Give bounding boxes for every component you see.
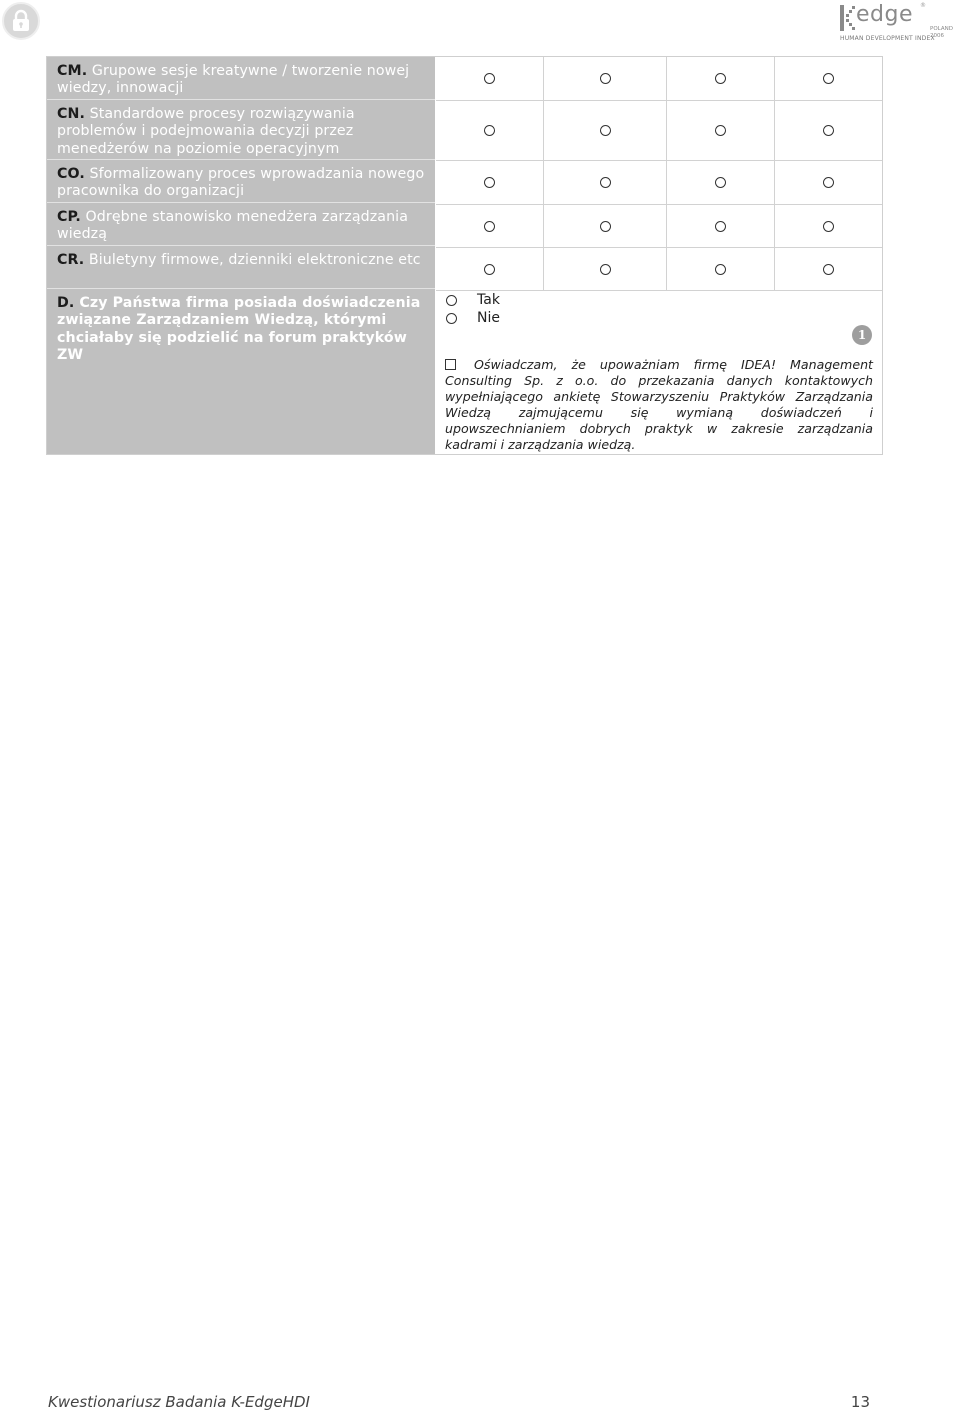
rating-cell[interactable] — [775, 205, 882, 247]
radio-button[interactable] — [823, 125, 834, 136]
radio-button[interactable] — [484, 221, 495, 232]
question-cm — [47, 57, 435, 100]
question-text: Biuletyny firmowe, dzienniki elektroniczne etc — [84, 252, 421, 268]
radio-button[interactable] — [600, 125, 611, 136]
question-text: Czy Państwa firma posiada doświadczenia związane Zarządzaniem Wiedzą, którymi chciałaby się podzielić na forum praktyków ZW — [57, 295, 421, 363]
radio-button[interactable] — [484, 125, 495, 136]
k-letter-icon — [840, 5, 856, 31]
option-tak[interactable] — [446, 292, 500, 308]
radio-button[interactable] — [715, 264, 726, 275]
answer-d — [436, 289, 882, 454]
rating-row-cr — [436, 248, 882, 291]
page-footer — [48, 1393, 870, 1411]
question-code: CN. — [57, 106, 85, 122]
question-text: Odrębne stanowisko menedżera zarządzania wiedzą — [57, 209, 409, 243]
radio-button[interactable] — [484, 264, 495, 275]
radio-button[interactable] — [600, 73, 611, 84]
logo-registered: ® — [920, 2, 926, 9]
option-label: Tak — [477, 292, 500, 308]
question-code: CP. — [57, 209, 81, 225]
question-text: Standardowe procesy rozwiązywania problemów i podejmowania decyzji przez menedżerów na poziomie operacyjnym — [57, 106, 355, 157]
lock-icon — [2, 2, 40, 40]
radio-button[interactable] — [715, 221, 726, 232]
radio-button[interactable] — [600, 177, 611, 188]
consent-statement — [445, 357, 873, 453]
consent-checkbox[interactable] — [445, 359, 456, 370]
logo-brand: edge — [856, 2, 913, 27]
rating-cell[interactable] — [544, 161, 667, 204]
radio-button[interactable] — [715, 73, 726, 84]
radio-button[interactable] — [446, 295, 457, 306]
rating-cell[interactable] — [436, 205, 544, 247]
rating-cell[interactable] — [775, 248, 882, 290]
option-nie[interactable] — [446, 310, 500, 326]
radio-button[interactable] — [600, 221, 611, 232]
radio-button[interactable] — [823, 73, 834, 84]
radio-button[interactable] — [715, 177, 726, 188]
question-cr — [47, 246, 435, 289]
rating-cell[interactable] — [667, 161, 775, 204]
consent-text: Oświadczam, że upoważniam firmę IDEA! Management Consulting Sp. z o.o. do przekazania danych kontaktowych wypełniającego ankietę Stowarzyszeniu Praktyków Zarządzania Wiedzą zajmującemu się wymianą doświadczeń i upowszechnianiem dobrych praktyk w zakresie zarządzania kadrami i zarządzania wiedzą. — [445, 357, 873, 452]
rating-cell[interactable] — [436, 248, 544, 290]
rating-cell[interactable] — [667, 205, 775, 247]
radio-button[interactable] — [446, 313, 457, 324]
rating-cell[interactable] — [775, 161, 882, 204]
question-text: Grupowe sesje kreatywne / tworzenie nowej wiedzy, innowacji — [57, 63, 410, 97]
option-label: Nie — [477, 310, 500, 326]
rating-cell[interactable] — [667, 248, 775, 290]
question-text: Sformalizowany proces wprowadzania nowego pracownika do organizacji — [57, 166, 425, 200]
radio-button[interactable] — [484, 73, 495, 84]
radio-button[interactable] — [823, 221, 834, 232]
rating-row-cm — [436, 57, 882, 101]
radio-button[interactable] — [600, 264, 611, 275]
question-co — [47, 160, 435, 203]
rating-row-cp — [436, 205, 882, 248]
rating-cell[interactable] — [775, 57, 882, 100]
rating-cell[interactable] — [544, 248, 667, 290]
radio-button[interactable] — [823, 264, 834, 275]
rating-cell[interactable] — [667, 101, 775, 160]
k-edge-logo — [838, 2, 958, 44]
info-icon[interactable]: 1 — [852, 325, 872, 345]
logo-country-year — [930, 26, 953, 40]
rating-cell[interactable] — [667, 57, 775, 100]
question-code: CM. — [57, 63, 88, 79]
survey-table — [46, 56, 883, 455]
logo-year: 2006 — [930, 33, 944, 39]
radio-button[interactable] — [484, 177, 495, 188]
question-cn — [47, 100, 435, 160]
question-code: CR. — [57, 252, 85, 268]
rating-cell[interactable] — [436, 161, 544, 204]
rating-cell[interactable] — [775, 101, 882, 160]
radio-button[interactable] — [823, 177, 834, 188]
logo-subtitle: HUMAN DEVELOPMENT INDEX — [840, 35, 935, 42]
rating-cell[interactable] — [544, 57, 667, 100]
logo-country: POLAND — [930, 26, 953, 32]
rating-cell[interactable] — [544, 205, 667, 247]
question-code: D. — [57, 295, 75, 311]
radio-button[interactable] — [715, 125, 726, 136]
rating-row-co — [436, 161, 882, 205]
footer-title: Kwestionariusz Badania K-EdgeHDI — [48, 1393, 310, 1411]
question-code: CO. — [57, 166, 85, 182]
rating-cell[interactable] — [436, 57, 544, 100]
question-d — [47, 289, 435, 454]
page-number: 13 — [850, 1393, 870, 1411]
rating-cell[interactable] — [544, 101, 667, 160]
questions-column — [47, 57, 435, 454]
question-cp — [47, 203, 435, 246]
rating-row-cn — [436, 101, 882, 161]
rating-cell[interactable] — [436, 101, 544, 160]
